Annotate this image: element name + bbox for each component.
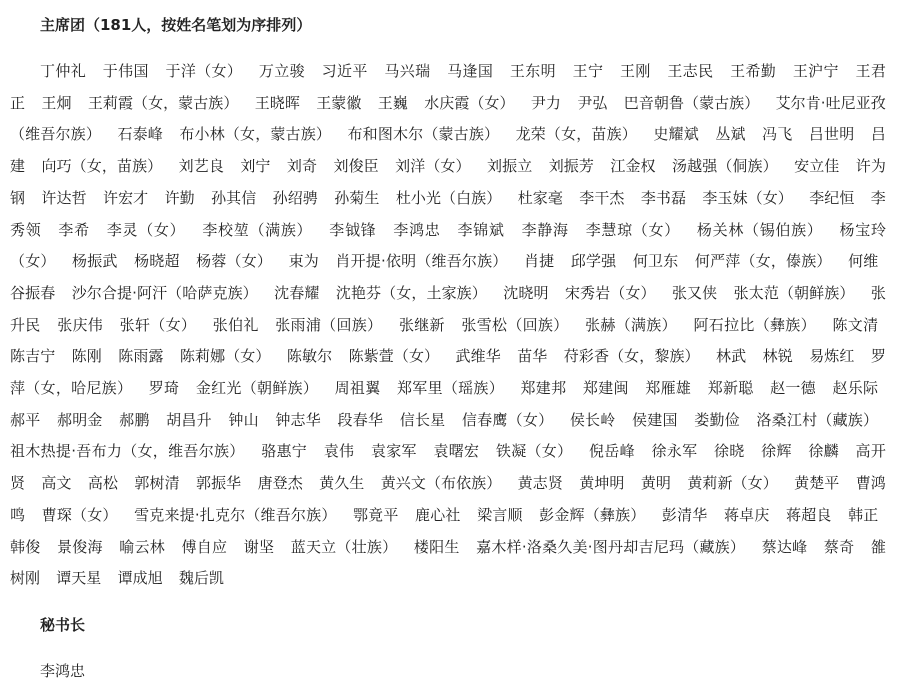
member-name: 李锦斌 bbox=[457, 220, 505, 239]
member-name: 郝明金 bbox=[56, 410, 103, 429]
member-name: 马逢国 bbox=[447, 62, 494, 80]
member-name: 郭树清 bbox=[134, 474, 180, 493]
member-name: 束为 bbox=[288, 252, 319, 271]
member-name: 沈艳芬（女，土家族） bbox=[335, 283, 487, 302]
member-name: 谭成旭 bbox=[117, 569, 163, 588]
member-name: 侯长岭 bbox=[569, 410, 616, 429]
member-name: 孙菊生 bbox=[334, 188, 380, 207]
presidium-heading: 主席团（181人，按姓名笔划为序排列） bbox=[40, 16, 312, 34]
member-name: 高松 bbox=[87, 474, 119, 493]
member-name: 艾尔肯·吐尼亚孜（维吾尔族） bbox=[10, 93, 886, 144]
member-name: 沈晓明 bbox=[503, 283, 549, 302]
member-name: 徐晓 bbox=[713, 442, 745, 461]
member-name: 楼阳生 bbox=[413, 537, 460, 556]
member-name: 谢坚 bbox=[243, 537, 275, 556]
secretary-general-heading: 秘书长 bbox=[40, 616, 86, 634]
member-name: 巴音朝鲁（蒙古族） bbox=[623, 93, 760, 112]
member-name: 李书磊 bbox=[640, 188, 687, 207]
member-name: 邱学强 bbox=[570, 252, 617, 271]
member-name: 吕建 bbox=[10, 125, 886, 176]
member-name: 李鸿忠 bbox=[393, 220, 441, 239]
member-name: 李静海 bbox=[521, 220, 569, 239]
member-name: 黄志贤 bbox=[517, 474, 563, 493]
member-name: 吕世明 bbox=[808, 125, 855, 144]
member-name: 景俊海 bbox=[57, 537, 103, 556]
member-name: 彭金辉（彝族） bbox=[539, 505, 646, 524]
member-name: 鹿心社 bbox=[415, 505, 461, 524]
member-name: 王宁 bbox=[572, 62, 604, 80]
member-name: 刘俊臣 bbox=[333, 157, 379, 176]
member-name: 李校堃（满族） bbox=[202, 220, 313, 239]
member-name: 曹鸿鸣 bbox=[10, 474, 886, 524]
member-name: 许勤 bbox=[164, 188, 195, 207]
member-name: 李灵（女） bbox=[106, 220, 186, 239]
member-name: 汤越强（侗族） bbox=[672, 157, 778, 176]
member-name: 嘉木样·洛桑久美·图丹却吉尼玛（藏族） bbox=[476, 537, 746, 556]
member-name: 袁曙宏 bbox=[433, 442, 480, 461]
member-name: 肖捷 bbox=[523, 252, 555, 271]
member-name: 郭振华 bbox=[196, 474, 242, 493]
member-name: 布小林（女，蒙古族） bbox=[179, 125, 332, 144]
member-name: 许达哲 bbox=[41, 188, 87, 207]
member-name: 张升民 bbox=[10, 283, 886, 334]
member-name: 王炯 bbox=[41, 93, 72, 112]
member-name: 王蒙徽 bbox=[316, 93, 362, 112]
member-name: 骆惠宁 bbox=[261, 442, 308, 461]
member-name: 杨晓超 bbox=[134, 252, 180, 271]
member-name: 梁言顺 bbox=[477, 505, 523, 524]
member-name: 江金权 bbox=[610, 157, 656, 176]
member-name: 杜家毫 bbox=[517, 188, 563, 207]
member-name: 黄坤明 bbox=[579, 474, 625, 493]
member-name: 张赫（满族） bbox=[585, 315, 677, 334]
member-name: 王东明 bbox=[509, 62, 556, 80]
member-name: 李秀领 bbox=[10, 188, 886, 239]
member-name: 张庆伟 bbox=[57, 315, 104, 334]
member-name: 罗萍（女，哈尼族） bbox=[10, 347, 886, 398]
member-name: 洛桑江村（藏族） bbox=[756, 410, 879, 429]
member-name: 陈莉娜（女） bbox=[179, 347, 271, 366]
member-name: 肖开提·依明（维吾尔族） bbox=[335, 252, 508, 271]
member-name: 易炼红 bbox=[809, 347, 855, 366]
member-name: 高文 bbox=[41, 474, 72, 493]
member-name: 王君正 bbox=[10, 62, 886, 112]
member-name: 于洋（女） bbox=[165, 62, 243, 80]
member-name: 黄兴文（布依族） bbox=[380, 474, 502, 493]
member-name: 张又侠 bbox=[671, 283, 718, 302]
member-name: 陈紫萱（女） bbox=[348, 347, 440, 366]
member-name: 丛斌 bbox=[715, 125, 746, 144]
member-name: 金红光（朝鲜族） bbox=[195, 379, 319, 398]
member-name: 蔡达峰 bbox=[761, 537, 808, 556]
member-name: 赵一德 bbox=[770, 379, 816, 398]
member-name: 沙尔合提·阿汗（哈萨克族） bbox=[71, 283, 258, 302]
member-name: 周祖翼 bbox=[334, 379, 381, 398]
member-name: 郑建闽 bbox=[582, 379, 629, 398]
member-name: 黄楚平 bbox=[794, 474, 840, 493]
member-name: 杨关林（锡伯族） bbox=[696, 220, 823, 239]
member-name: 马兴瑞 bbox=[384, 62, 431, 80]
member-name: 许宏才 bbox=[103, 188, 149, 207]
member-name: 祖木热提·吾布力（女，维吾尔族） bbox=[10, 442, 245, 461]
member-name: 谭天星 bbox=[56, 569, 102, 588]
member-name: 苗华 bbox=[517, 347, 548, 366]
member-name: 龙荣（女，苗族） bbox=[515, 125, 637, 144]
member-name: 陈吉宁 bbox=[10, 347, 56, 366]
member-name: 水庆霞（女） bbox=[424, 93, 515, 112]
member-name: 蓝天立（壮族） bbox=[290, 537, 398, 556]
member-name: 王刚 bbox=[619, 62, 651, 80]
member-name: 蒋超良 bbox=[786, 505, 832, 524]
member-name: 黄莉新（女） bbox=[687, 474, 778, 493]
member-name: 徐永军 bbox=[651, 442, 698, 461]
member-name: 傅自应 bbox=[181, 537, 228, 556]
member-name: 杨宝玲（女） bbox=[10, 220, 886, 271]
member-name: 刘奇 bbox=[286, 157, 318, 176]
member-name: 郑建邦 bbox=[520, 379, 567, 398]
member-name: 刘振芳 bbox=[548, 157, 594, 176]
member-name: 李希 bbox=[58, 220, 90, 239]
member-name: 侯建国 bbox=[632, 410, 678, 429]
member-name: 王志民 bbox=[667, 62, 714, 80]
member-name: 信长星 bbox=[399, 410, 446, 429]
member-name: 钟志华 bbox=[275, 410, 322, 429]
member-name: 丁仲礼 bbox=[40, 62, 87, 80]
member-name: 黄明 bbox=[640, 474, 671, 493]
member-name: 史耀斌 bbox=[653, 125, 699, 144]
member-name: 雪克来提·扎克尔（维吾尔族） bbox=[134, 505, 337, 524]
member-name: 徐辉 bbox=[761, 442, 792, 461]
member-name: 刘洋（女） bbox=[395, 157, 471, 176]
member-name: 倪岳峰 bbox=[588, 442, 635, 461]
member-name: 赵乐际 bbox=[832, 379, 879, 398]
member-name: 刘艺良 bbox=[178, 157, 224, 176]
member-name: 苻彩香（女，黎族） bbox=[563, 347, 700, 366]
member-name: 娄勤俭 bbox=[694, 410, 740, 429]
member-name: 曹琛（女） bbox=[41, 505, 118, 524]
member-name: 安立佳 bbox=[794, 157, 840, 176]
member-name: 罗琦 bbox=[148, 379, 180, 398]
member-name: 布和图木尔（蒙古族） bbox=[347, 125, 500, 144]
member-name: 喻云林 bbox=[119, 537, 165, 556]
member-name: 袁伟 bbox=[323, 442, 355, 461]
member-name: 段春华 bbox=[337, 410, 384, 429]
member-name: 冯飞 bbox=[762, 125, 793, 144]
member-name: 张雪松（回族） bbox=[461, 315, 569, 334]
member-name: 沈春耀 bbox=[274, 283, 320, 302]
member-name: 李干杰 bbox=[579, 188, 625, 207]
member-name: 郑军里（瑶族） bbox=[397, 379, 504, 398]
member-name: 习近平 bbox=[321, 62, 368, 80]
member-name: 蒋卓庆 bbox=[723, 505, 770, 524]
member-name: 刘振立 bbox=[487, 157, 533, 176]
member-name: 何卫东 bbox=[632, 252, 679, 271]
member-name: 高开贤 bbox=[10, 442, 886, 493]
member-name: 孙其信 bbox=[211, 188, 257, 207]
member-name: 宋秀岩（女） bbox=[564, 283, 656, 302]
member-name: 彭清华 bbox=[661, 505, 708, 524]
member-name: 钟山 bbox=[228, 410, 259, 429]
presidium-member-list bbox=[10, 56, 886, 595]
member-name: 鄂竟平 bbox=[352, 505, 399, 524]
member-name: 石泰峰 bbox=[117, 125, 163, 144]
member-name: 李慧琼（女） bbox=[585, 220, 680, 239]
member-name: 万立骏 bbox=[258, 62, 306, 80]
member-name: 武维华 bbox=[455, 347, 501, 366]
member-name: 张继新 bbox=[398, 315, 445, 334]
member-name: 陈刚 bbox=[71, 347, 102, 366]
member-name: 徐麟 bbox=[808, 442, 839, 461]
member-name: 蔡奇 bbox=[823, 537, 855, 556]
member-name: 陈文清 bbox=[832, 315, 879, 334]
member-name: 杨振武 bbox=[72, 252, 118, 271]
member-name: 雒树刚 bbox=[10, 537, 886, 588]
secretary-general-name: 李鸿忠 bbox=[40, 662, 86, 680]
member-name: 王莉霞（女，蒙古族） bbox=[87, 93, 239, 112]
member-name: 郝鹏 bbox=[119, 410, 150, 429]
member-name: 张伯礼 bbox=[212, 315, 259, 334]
member-name: 杜小光（白族） bbox=[395, 188, 502, 207]
member-name: 韩正 bbox=[848, 505, 879, 524]
member-name: 李钺锋 bbox=[329, 220, 377, 239]
member-name: 郝平 bbox=[10, 410, 41, 429]
member-name: 王巍 bbox=[377, 93, 408, 112]
member-name: 尹力 bbox=[530, 93, 561, 112]
member-name: 李玉妹（女） bbox=[702, 188, 793, 207]
member-name: 向巧（女，苗族） bbox=[41, 157, 163, 176]
member-name: 韩俊 bbox=[10, 537, 41, 556]
member-name: 何维 bbox=[848, 252, 879, 271]
member-name: 黄久生 bbox=[319, 474, 365, 493]
member-name: 许为钢 bbox=[10, 157, 886, 207]
member-name: 郑雁雄 bbox=[645, 379, 692, 398]
member-name: 林锐 bbox=[762, 347, 793, 366]
member-name: 张太范（朝鲜族） bbox=[733, 283, 855, 302]
member-name: 王晓晖 bbox=[254, 93, 300, 112]
member-name: 胡昌升 bbox=[166, 410, 212, 429]
member-name: 阿石拉比（彝族） bbox=[693, 315, 816, 334]
member-name: 尹弘 bbox=[577, 93, 608, 112]
member-name: 李纪恒 bbox=[809, 188, 855, 207]
member-name: 信春鹰（女） bbox=[461, 410, 554, 429]
member-name: 于伟国 bbox=[102, 62, 149, 80]
member-name: 魏后凯 bbox=[178, 569, 224, 588]
member-name: 谷振春 bbox=[10, 283, 56, 302]
member-name: 孙绍骋 bbox=[272, 188, 318, 207]
member-name: 陈雨露 bbox=[118, 347, 164, 366]
member-name: 何严萍（女，傣族） bbox=[694, 252, 832, 271]
member-name: 唐登杰 bbox=[257, 474, 303, 493]
member-name: 刘宁 bbox=[240, 157, 271, 176]
member-name: 袁家军 bbox=[370, 442, 417, 461]
member-name: 陈敏尔 bbox=[286, 347, 333, 366]
member-name: 王沪宁 bbox=[792, 62, 839, 80]
member-name: 王希勤 bbox=[730, 62, 777, 80]
member-name: 铁凝（女） bbox=[495, 442, 573, 461]
member-name: 杨蓉（女） bbox=[196, 252, 273, 271]
member-name: 张雨浦（回族） bbox=[275, 315, 383, 334]
member-name: 张轩（女） bbox=[119, 315, 197, 334]
member-name: 郑新聪 bbox=[707, 379, 754, 398]
member-name: 林武 bbox=[716, 347, 747, 366]
